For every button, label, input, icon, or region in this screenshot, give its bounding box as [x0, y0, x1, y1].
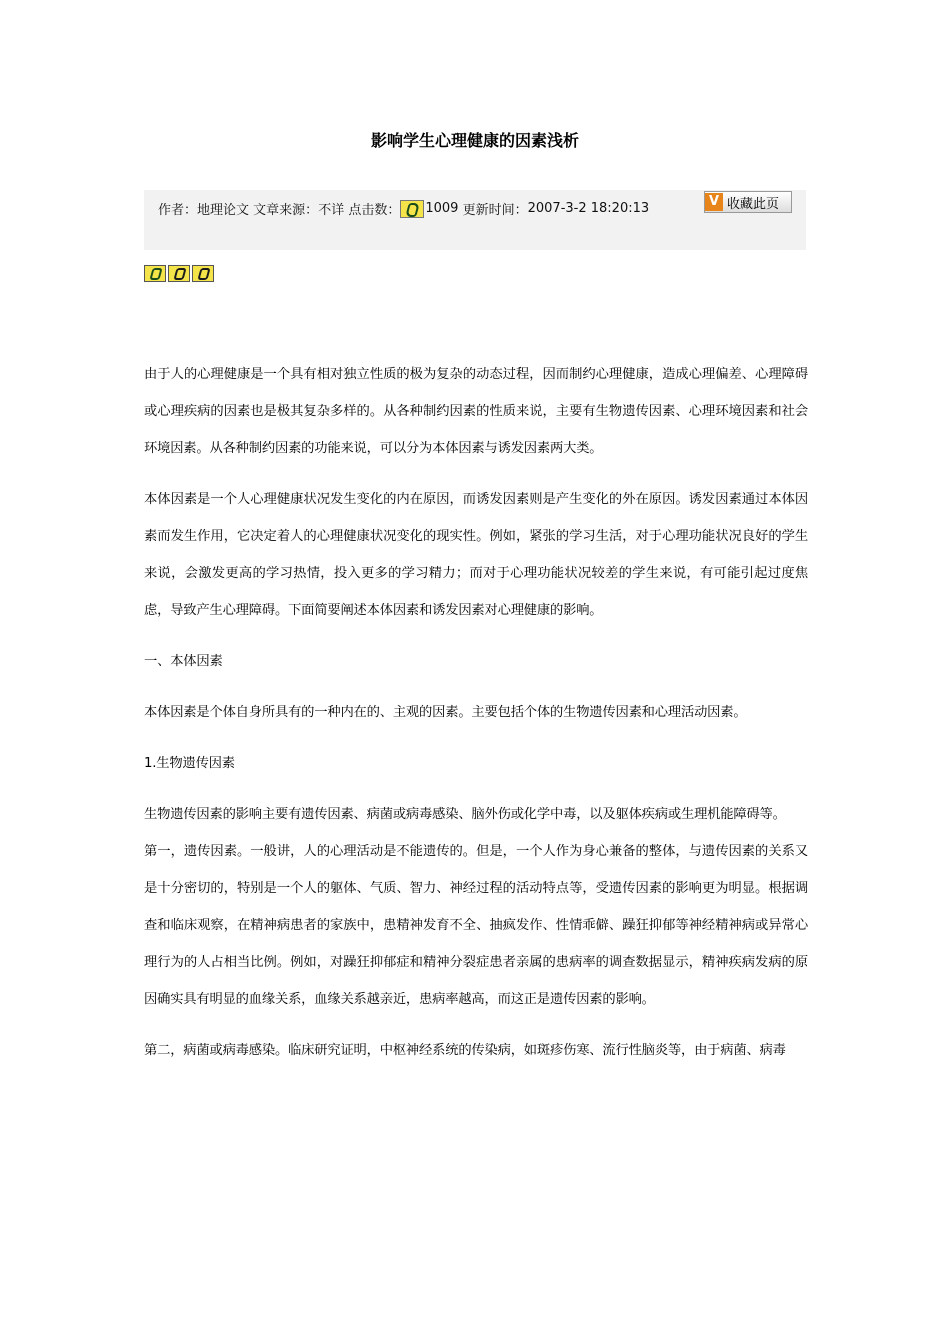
subsection-heading: 1.生物遗传因素 — [144, 756, 235, 771]
paragraph: 本体因素是个体自身所具有的一种内在的、主观的因素。主要包括个体的生物遗传因素和心理活动因素。 — [144, 705, 747, 720]
article-body — [144, 356, 808, 1083]
paragraph: 第二，病菌或病毒感染。临床研究证明，中枢神经系统的传染病，如斑疹伤寒、流行性脑炎等，由于病菌、病毒 — [144, 1043, 786, 1058]
paragraph: 生物遗传因素的影响主要有遗传因素、病菌或病毒感染、脑外伤或化学中毒，以及躯体疾病或生理机能障碍等。 — [144, 807, 786, 822]
tool-icon-1[interactable] — [144, 265, 166, 282]
tool-icon-3[interactable] — [192, 265, 214, 282]
paragraph: 第一，遗传因素。一般讲，人的心理活动是不能遗传的。但是，一个人作为身心兼备的整体，与遗传因素的关系又是十分密切的，特别是一个人的躯体、气质、智力、神经过程的活动特点等，受遗传因素的影响更为明显。根据调查和临床观察，在精神病患者的家族中，患精神发育不全、抽疯发作、性情乖僻、躁狂抑郁等神经精神病或异常心理行为的人占相当比例。例如，对躁狂抑郁症和精神分裂症患者亲属的患病率的调查数据显示，精神疾病发病的原因确实具有明显的血缘关系，血缘关系越亲近，患病率越高，而这正是遗传因素的影响。 — [144, 844, 808, 1007]
favorite-page-label: 收藏此页 — [727, 196, 780, 212]
tool-icon-2[interactable] — [168, 265, 190, 282]
author-label: 作者： — [158, 203, 198, 218]
source-label: 文章来源： — [253, 203, 319, 218]
updated-label: 更新时间： — [462, 203, 528, 218]
paragraph: 本体因素是一个人心理健康状况发生变化的内在原因，而诱发因素则是产生变化的外在原因。诱发因素通过本体因素而发生作用，它决定着人的心理健康状况变化的现实性。例如，紧张的学习生活，对于心理功能状况良好的学生来说，会激发更高的学习热情，投入更多的学习精力；而对于心理功能状况较差的学生来说，有可能引起过度焦虑，导致产生心理障碍。下面简要阐述本体因素和诱发因素对心理健康的影响。 — [144, 492, 808, 618]
clicks-label: 点击数： — [348, 203, 401, 218]
updated-value: 2007-3-2 18:20:13 — [527, 201, 650, 216]
paragraph: 由于人的心理健康是一个具有相对独立性质的极为复杂的动态过程，因而制约心理健康，造成心理偏差、心理障碍或心理疾病的因素也是极其复杂多样的。从各种制约因素的性质来说，主要有生物遗传因素、心理环境因素和社会环境因素。从各种制约因素的功能来说，可以分为本体因素与诱发因素两大类。 — [144, 367, 808, 456]
clicks-value: 1009 — [425, 201, 459, 216]
click-counter-icon — [400, 200, 424, 218]
meta-line — [158, 199, 649, 218]
author-value: 地理论文 — [197, 203, 250, 218]
section-heading: 一、本体因素 — [144, 654, 223, 669]
v-logo-icon: V — [705, 193, 723, 211]
favorite-page-button[interactable] — [704, 191, 792, 213]
article-tools — [144, 265, 214, 282]
article-title: 影响学生心理健康的因素浅析 — [370, 131, 579, 150]
source-value: 不详 — [318, 203, 345, 218]
